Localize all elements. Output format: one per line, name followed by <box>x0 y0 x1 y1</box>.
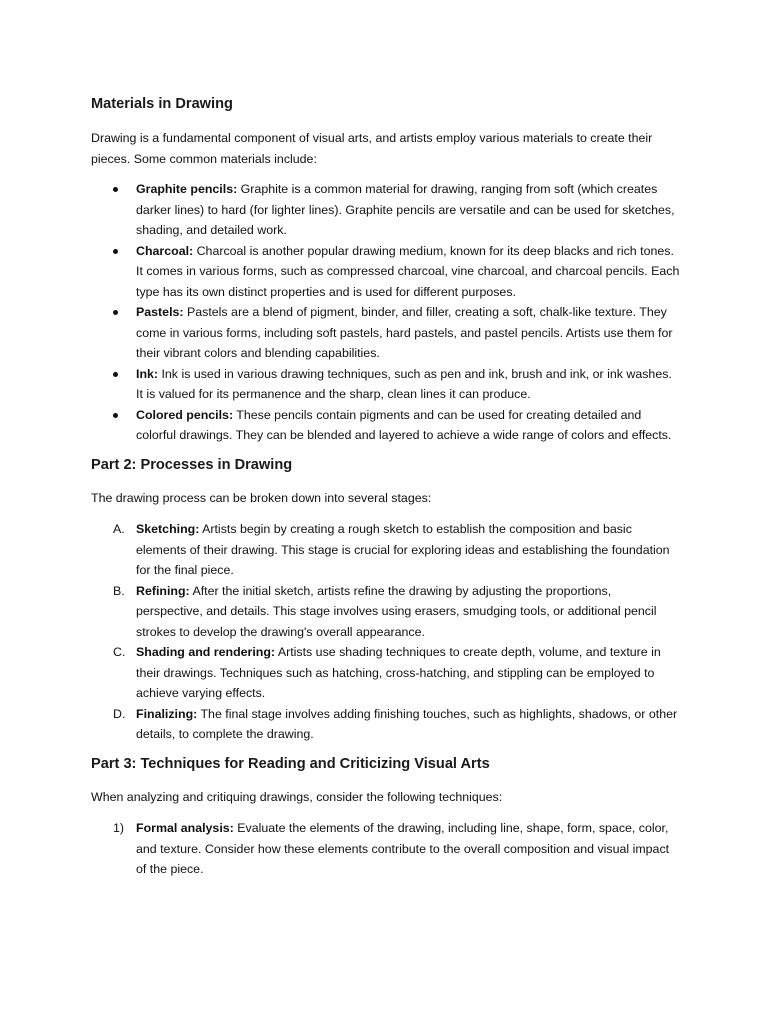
section-intro-techniques: When analyzing and critiquing drawings, consider the following techniques: <box>91 789 503 804</box>
item-text: Pastels are a blend of pigment, binder, and filler, creating a soft, chalk-like texture. They come in various forms, including soft pastels, hard pastels, and pastel pencils. Artists use them for their vibrant colors and blending capabilities. <box>136 305 673 360</box>
list-item <box>91 581 681 643</box>
list-marker: D. <box>113 706 126 721</box>
materials-list <box>91 179 681 446</box>
item-text: Charcoal is another popular drawing medium, known for its deep blacks and rich tones. It comes in various forms, such as compressed charcoal, vine charcoal, and charcoal pencils. Each type has its own distinct properties and is used for different purposes. <box>136 243 680 299</box>
processes-list <box>91 519 681 745</box>
bullet-icon <box>113 372 118 377</box>
section-intro-materials: Drawing is a fundamental component of visual arts, and artists employ various materials to create their pieces. Some common materials include: <box>91 131 653 166</box>
item-term: Pastels: <box>136 305 184 319</box>
item-term: Formal analysis: <box>136 821 234 835</box>
item-term: Finalizing: <box>136 706 198 721</box>
item-text: Evaluate the elements of the drawing, including line, shape, form, space, color, and texture. Consider how these elements contribute to the overall composition and visual impact of the piece. <box>136 821 670 876</box>
section-heading-materials: Materials in Drawing <box>91 96 233 112</box>
list-marker: B. <box>113 583 125 598</box>
item-term: Shading and rendering: <box>136 645 276 659</box>
item-text: Artists begin by creating a rough sketch to establish the composition and basic elements of their drawing. This stage is crucial for exploring ideas and establishing the foundation for the final piece. <box>136 522 670 577</box>
item-text: These pencils contain pigments and can be used for creating detailed and colorful drawings. They can be blended and layered to achieve a wide range of colors and effects. <box>136 407 672 442</box>
techniques-list <box>91 818 681 880</box>
section-intro-processes: The drawing process can be broken down into several stages: <box>91 490 432 505</box>
item-text: Artists use shading techniques to create depth, volume, and texture in their drawings. Techniques such as hatching, cross-hatching, and stippling can be employed to achieve varying effects. <box>136 645 661 700</box>
list-marker: C. <box>113 645 126 659</box>
list-item <box>91 642 681 704</box>
item-term: Refining: <box>136 583 190 598</box>
document-page <box>91 94 681 880</box>
list-marker: 1) <box>113 821 125 835</box>
section-heading-techniques: Part 3: Techniques for Reading and Criticizing Visual Arts <box>91 755 490 772</box>
list-item <box>91 302 681 364</box>
item-term: Ink: <box>136 366 159 381</box>
item-text: Graphite is a common material for drawing, ranging from soft (which creates darker lines) to hard (for lighter lines). Graphite pencils are versatile and can be used for sketches, shading, and detailed work. <box>136 182 675 237</box>
list-item <box>91 519 681 581</box>
item-term: Sketching: <box>136 522 200 536</box>
item-text: The final stage involves adding finishing touches, such as highlights, shadows, or other details, to complete the drawing. <box>136 706 678 741</box>
section-heading-processes: Part 2: Processes in Drawing <box>91 456 293 473</box>
list-item <box>91 241 681 303</box>
bullet-icon <box>113 187 118 192</box>
list-item <box>91 818 681 880</box>
item-term: Charcoal: <box>136 243 194 258</box>
list-item <box>91 405 681 446</box>
item-term: Colored pencils: <box>136 407 234 422</box>
list-item <box>91 364 681 405</box>
item-text: After the initial sketch, artists refine the drawing by adjusting the proportions, perspective, and details. This stage involves using erasers, smudging tools, or additional pencil strokes to develop the drawing's overall appearance. <box>136 583 657 639</box>
list-item <box>91 704 681 745</box>
bullet-icon <box>113 249 118 254</box>
item-term: Graphite pencils: <box>136 182 238 196</box>
list-item <box>91 179 681 241</box>
item-text: Ink is used in various drawing techniques, such as pen and ink, brush and ink, or ink washes. It is valued for its permanence and the sharp, clean lines it can produce. <box>136 366 672 401</box>
bullet-icon <box>113 310 118 315</box>
bullet-icon <box>113 413 118 418</box>
list-marker: A. <box>113 522 125 536</box>
